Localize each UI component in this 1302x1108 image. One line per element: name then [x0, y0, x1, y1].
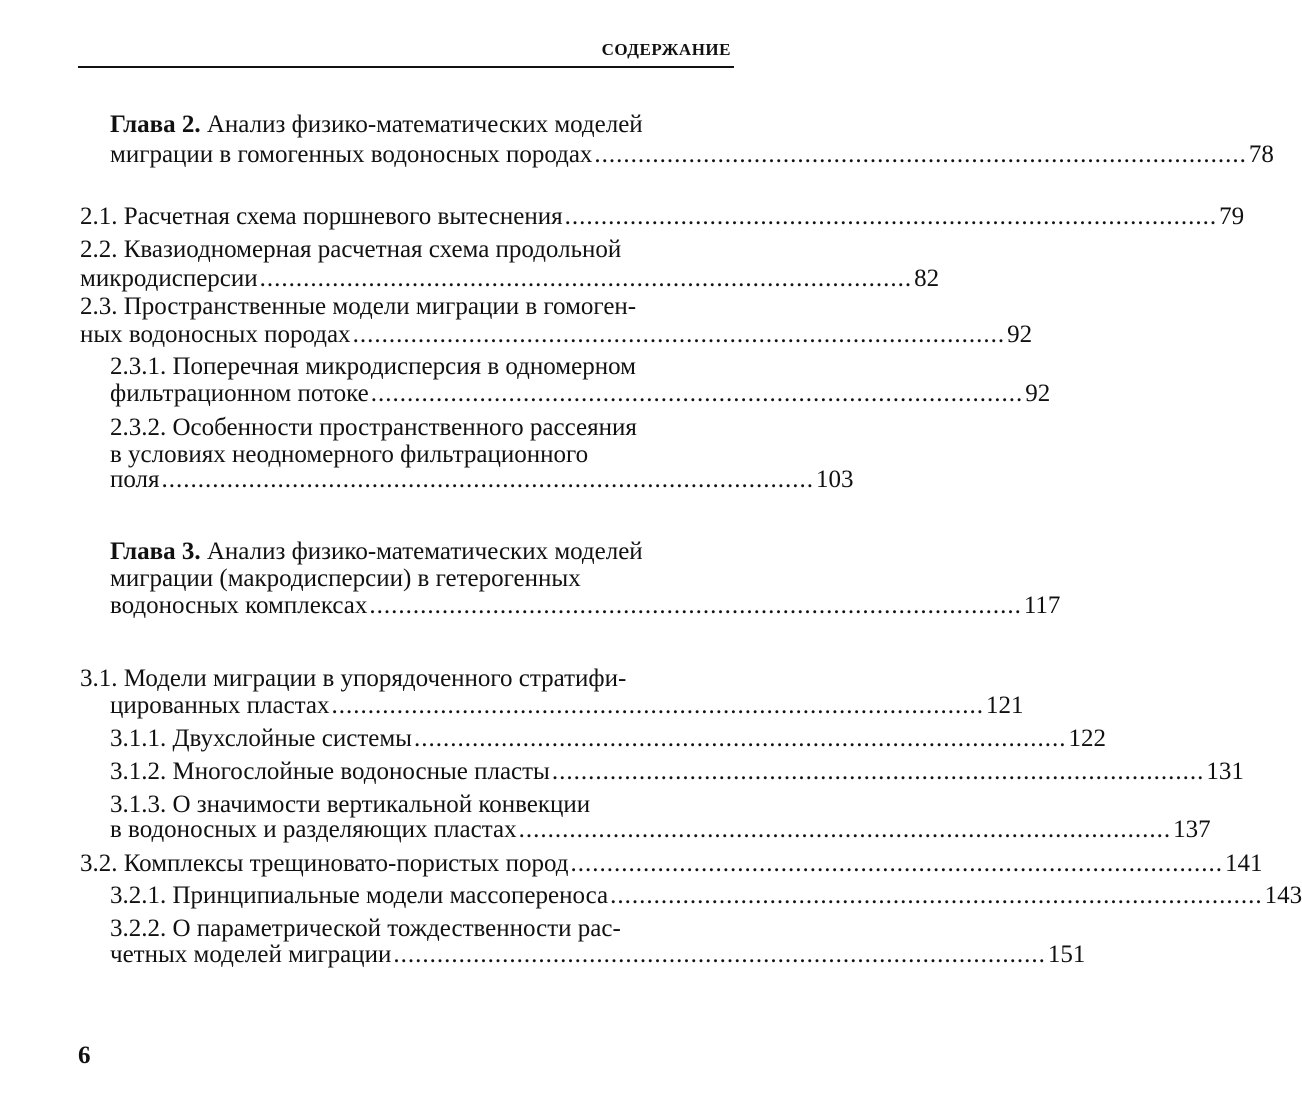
entry-page: 137	[1173, 816, 1211, 843]
entry-page: 79	[1219, 203, 1245, 230]
chapter-3-page: 117	[1023, 592, 1061, 619]
running-header-title: СОДЕРЖАНИЕ	[601, 40, 731, 59]
chapter-2-title-line2[interactable]	[110, 140, 1274, 170]
entry-title: 3.1. Модели миграции в упорядоченного стратифи-	[80, 665, 627, 692]
toc-entry-3-1-line1[interactable]	[80, 664, 626, 694]
entry-title: 2.3.2. Особенности пространственного рассеяния	[110, 414, 637, 441]
chapter-3-title-line1[interactable]	[110, 537, 643, 567]
entry-page: 82	[914, 265, 940, 292]
entry-title: 3.1.3. О значимости вертикальной конвекции	[110, 791, 591, 818]
entry-title: 3.1.2. Многослойные водоносные пласты	[110, 758, 550, 785]
toc-entry-2-3-1-line2[interactable]	[110, 379, 1051, 409]
toc-entry-3-2-2-line2[interactable]	[110, 940, 1086, 970]
chapter-3-title-cont: миграции (макродисперсии) в гетерогенных	[110, 565, 581, 592]
entry-page: 92	[1007, 321, 1033, 348]
entry-title: 3.2.2. О параметрической тождественности рас-	[110, 915, 621, 942]
chapter-3-label: Глава 3.	[110, 538, 201, 565]
chapter-3-title-end: водоносных комплексах	[110, 592, 368, 619]
chapter-3-title-text: Анализ физико-математических моделей	[206, 538, 643, 565]
chapter-2-title-text: Анализ физико-математических моделей	[206, 111, 643, 138]
toc-entry-2-3-2-line1[interactable]	[110, 413, 637, 443]
toc-entry-2-2-line2[interactable]	[80, 264, 940, 294]
entry-title-end: ных водоносных породах	[80, 321, 351, 348]
chapter-2-title-line1[interactable]	[110, 110, 643, 140]
chapter-2-label: Глава 2.	[110, 111, 201, 138]
entry-title: 3.2.1. Принципиальные модели массопереноса	[110, 882, 609, 909]
leader-dots: ..........................................................................................	[161, 466, 815, 493]
entry-page: 151	[1047, 941, 1086, 968]
page-number: 6	[78, 1042, 91, 1069]
entry-title: 3.2. Комплексы трещиновато-пористых пород	[80, 850, 569, 877]
toc-entry-3-1-line2[interactable]	[110, 691, 1024, 721]
leader-dots: ..........................................................................................	[413, 725, 1067, 752]
toc-entry-3-2[interactable]	[80, 849, 1263, 879]
entry-page: 141	[1225, 850, 1263, 877]
toc-entry-3-2-1[interactable]	[110, 881, 1302, 911]
entry-page: 131	[1206, 758, 1244, 785]
entry-title: 2.1. Расчетная схема поршневого вытеснения	[80, 203, 563, 230]
toc-entry-3-1-1[interactable]	[110, 724, 1106, 754]
leader-dots: ..........................................................................................	[570, 850, 1224, 877]
leader-dots: ..........................................................................................	[564, 203, 1218, 230]
entry-page: 121	[986, 692, 1024, 719]
chapter-2-title-end: миграции в гомогенных водоносных породах	[110, 141, 593, 168]
leader-dots: ..........................................................................................	[352, 321, 1006, 348]
toc-entry-2-3-1-line1[interactable]	[110, 352, 636, 382]
entry-page: 92	[1025, 380, 1051, 407]
entry-title-end: микродисперсии	[80, 265, 258, 292]
toc-entry-3-1-2[interactable]	[110, 757, 1244, 787]
chapter-3-title-line2[interactable]	[110, 564, 581, 594]
leader-dots: ..........................................................................................	[259, 265, 913, 292]
entry-title-end: поля	[110, 466, 160, 493]
entry-title: 2.2. Квазиодномерная расчетная схема продольной	[80, 236, 622, 263]
chapter-2-page: 78	[1248, 141, 1274, 168]
toc-entry-2-1[interactable]	[80, 202, 1245, 232]
leader-dots: ..........................................................................................	[594, 141, 1247, 168]
toc-entry-2-3-2-line3[interactable]	[110, 465, 854, 495]
entry-title-cont: в условиях неодномерного фильтрационного	[110, 441, 589, 468]
toc-entry-3-1-3-line2[interactable]	[110, 815, 1211, 845]
toc-entry-2-2-line1[interactable]	[80, 235, 621, 265]
entry-title-end: четных моделей миграции	[110, 941, 392, 968]
leader-dots: ..........................................................................................	[393, 941, 1046, 968]
header-rule	[78, 66, 734, 68]
chapter-3-title-line3[interactable]	[110, 591, 1061, 621]
leader-dots: ..........................................................................................	[551, 758, 1205, 785]
entry-page: 143	[1264, 882, 1302, 909]
toc-entry-2-3-line1[interactable]	[80, 292, 636, 322]
entry-title: 2.3. Пространственные модели миграции в гомоген-	[80, 293, 637, 320]
leader-dots: ..........................................................................................	[610, 882, 1263, 909]
entry-title-end: фильтрационном потоке	[110, 380, 369, 407]
entry-page: 122	[1068, 725, 1106, 752]
entry-title: 3.1.1. Двухслойные системы	[110, 725, 412, 752]
leader-dots: ..........................................................................................	[518, 816, 1172, 843]
entry-title-end: в водоносных и разделяющих пластах	[110, 816, 517, 843]
entry-page: 103	[816, 466, 854, 493]
leader-dots: ..........................................................................................	[370, 380, 1024, 407]
entry-title: 2.3.1. Поперечная микродисперсия в одномерном	[110, 353, 636, 380]
entry-title-end: цированных пластах	[110, 692, 330, 719]
leader-dots: ..........................................................................................	[369, 592, 1022, 619]
leader-dots: ..........................................................................................	[331, 692, 985, 719]
toc-entry-2-3-line2[interactable]	[80, 320, 1033, 350]
